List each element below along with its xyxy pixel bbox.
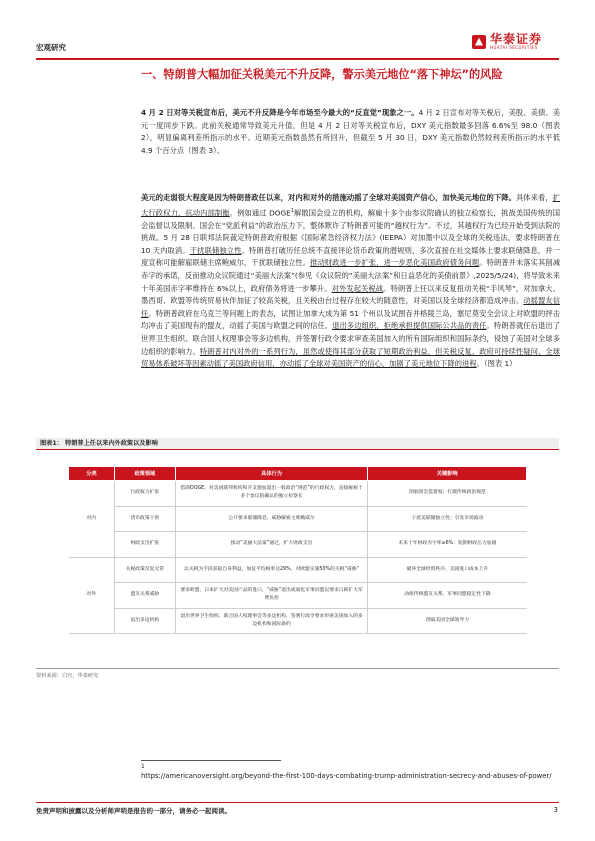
area-cell: 盟友关系威胁 <box>114 583 175 609</box>
action-cell: 要求欧盟、日本扩大对美国产品的进口，“威胁”退出或弱化军事同盟以要求日韩扩大军费负担 <box>175 583 368 609</box>
paragraph-1-lead: 4 月 2 日对等关税宣布后，美元不升反降是今年市场至今最大的“反直觉”现象之一。 <box>141 108 419 117</box>
logo-mark-icon <box>472 35 486 49</box>
table-row <box>69 557 527 583</box>
text-run: 。特朗普政府在乌克兰等问题上的表态，试图让加拿大成为第 51 个州以及试图吞并格陵兰岛，塞尼莫安全会议上对欧盟的抨击均冲击了美国现有的盟友，动摇了美国与欧盟之间的信任。 <box>141 308 561 331</box>
area-cell: 退出多边机构 <box>114 608 175 634</box>
table-header: 分类 <box>69 467 115 481</box>
figure-title: 图表1： 特朗普上任以来内外政策以及影响 <box>36 438 559 450</box>
text-run: 。特朗普上任以来反复扭动关税“手风琴”，对加拿大、墨西哥、欧盟等传统贸易伙伴加征了较高关税，且关税由台过程存在较大的随意性，对美国以及全球经济都造成冲击。 <box>141 283 561 306</box>
table-header: 关键影响 <box>368 467 527 481</box>
source-divider <box>36 668 559 669</box>
paragraph-2 <box>141 192 560 371</box>
text-run: 。（图表 1） <box>476 359 517 369</box>
page-number: 3 <box>553 806 558 814</box>
action-cell: 推动“美丽大法案”通过，扩大财政支出 <box>175 532 368 558</box>
footnote-number: 1 <box>141 763 145 770</box>
paragraph-1 <box>141 107 560 157</box>
area-cell: 财政支出扩张 <box>114 532 175 558</box>
underlined-point: 动摇盟友信任 <box>141 296 561 318</box>
impact-cell: 削弱国会监督权；打破传统政治规范 <box>368 481 527 507</box>
text-run: 。例如通过 DOGE <box>229 208 291 218</box>
text-run: 。特朗普就任后退出了世界卫生组织、联合国人权理事会等多边机构，并签署行政令要求审查美国加入的所有国际组织和国际条约，侵蚀了美国对全球多边组织的影响力。 <box>141 321 561 356</box>
area-cell: 关税政策反复无常 <box>114 557 175 583</box>
table-row <box>69 481 527 507</box>
footer-divider <box>36 802 559 803</box>
company-logo <box>472 33 542 50</box>
table-header: 政策领域 <box>114 467 175 481</box>
footnote-link[interactable]: https://americanoversight.org/beyond-the-first-100-days-combating-trump-administration-secrecy-and-abuses-of-power/ <box>141 772 552 780</box>
paragraph-2-lead: 美元的走弱很大程度是因为特朗普政任以来，对内和对外的措施动摇了全球对美国资产信心，加快美元地位的下降。 <box>141 193 516 202</box>
text-run: 具体来看， <box>515 193 553 202</box>
section-title: 一、特朗普大幅加征关税美元不升反降，警示美元地位“落下神坛”的风险 <box>141 68 503 81</box>
impact-cell: 破坏全球经贸秩序，美国进口成本上升 <box>368 557 527 583</box>
underlined-point: 特朗普对内对外的一系列行为，虽然或使得其部分获取了短期政治利益，但关税反复、政府可持续性疑问、全球贸易体系破坏等因素动摇了美国政府信用，亦动摇了全球对美国资产的信心，加剧了美元地位下降的进程 <box>141 346 561 369</box>
underlined-point: 推动财政进一步扩张，进一步恶化美国政府债务问题 <box>310 258 480 268</box>
underlined-point: 退出多边组织，拒绝承担提供国际公共品的责任 <box>332 321 487 331</box>
action-cell: 以关税为手段获取自身利益，加征平均税率达29%，对欧盟实施50%的关税“威胁” <box>175 557 368 583</box>
table-row <box>69 583 527 609</box>
logo-name-cn: 华泰证券 <box>490 32 543 46</box>
footer-disclaimer: 免责声明和披露以及分析师声明是报告的一部分，请务必一起阅读。 <box>36 807 231 815</box>
impact-cell: 干扰美联储独立性；引发市场波动 <box>368 506 527 532</box>
impact-cell: 削弱美国全球领导力 <box>368 608 527 634</box>
table-row <box>69 532 527 558</box>
text-run: 解散国会设立的机构，解雇十多个由参议院确认的独立检察长，挑战美国传统的国会监督以及限制。国会在“党派利益”的政治压力下，整体默许了特朗普可能的“越权行为”。不过，其越权行为已经开始受到法院的挑战。5 月 28 日联邦法院裁定特朗普政府根据《国际紧急经济权力法》(IEEPA）对加墨中以及全球的关税违法，要求特朗普在 10 天内取消。 <box>141 208 560 255</box>
policy-table <box>68 466 527 634</box>
impact-cell: 未来十年财政赤字率≥6%；短期财政压力加剧 <box>368 532 527 558</box>
footnote-ref[interactable]: 1 <box>290 207 294 214</box>
underlined-point: 扩大行政权力，抗动内部制衡 <box>141 193 561 218</box>
table-header: 具体行为 <box>175 467 368 481</box>
underlined-point: 干扰联储独立性 <box>189 245 242 255</box>
area-cell: 行政权力扩张 <box>114 481 175 507</box>
footnote-divider <box>141 760 281 761</box>
paragraph-1-body: 4 月 2 日宣布对等关税后，美股、美债、美元一度同步下跌。此前关税通常导致美元升值，但是 4 月 2 日对等关税宣布后，DXY 美元指数最多回落 6.6%至 98.0（图表 2），明显偏离利差所指示的水平。近期美元指数虽然有所回升，但截至 5 月 30 日，DXY 美元指数仍然较利差所指示的水平低 4.9 个百分点（图表 3）。 <box>141 108 560 155</box>
figure-source: 资料来源：白宫，华泰研究 <box>36 673 99 679</box>
category-cell: 对外 <box>69 557 115 634</box>
underlined-point: 对外发起关税战 <box>331 283 384 293</box>
report-category: 宏观研究 <box>36 43 66 52</box>
action-cell: 借助DOGE、对美国联邦机构和开支施加超出一般政治“规范”的行政权力，直接解雇十多个参议院确认的独立检察长 <box>175 481 368 507</box>
text-run: 。特朗普打破历任总统不直接评论货币政策的潜规则，多次直接在社交媒体上要求联储降息，并一度宣称可能解雇联储主席鲍威尔，干扰联储独立性。 <box>141 245 561 268</box>
logo-name-en: HUATAI SECURITIES <box>490 45 538 50</box>
impact-cell: 动摇传统盟友关系，军事同盟稳定性下降 <box>368 583 527 609</box>
area-cell: 货币政策干预 <box>114 506 175 532</box>
header-divider <box>36 58 559 60</box>
category-cell: 对内 <box>69 481 115 558</box>
action-cell: 退出世界卫生组织、联合国人权理事会等多边机构，签署行政令要求审查美国加入的多边机构和国际条约 <box>175 608 368 634</box>
table-row <box>69 506 527 532</box>
action-cell: 公开要求联储降息，威胁解雇主席鲍威尔 <box>175 506 368 532</box>
text-run: 。特朗普并未落实其削减赤字的承诺，反而推动众议院通过“美丽大法案”(参见《众议院的“美丽大法案”和日益恶化的美债前景》,2025/5/24)，将导致未来十年美国赤字率维持在 6%以上，政府债务将进一步攀升。 <box>141 258 561 293</box>
table-row <box>69 608 527 634</box>
